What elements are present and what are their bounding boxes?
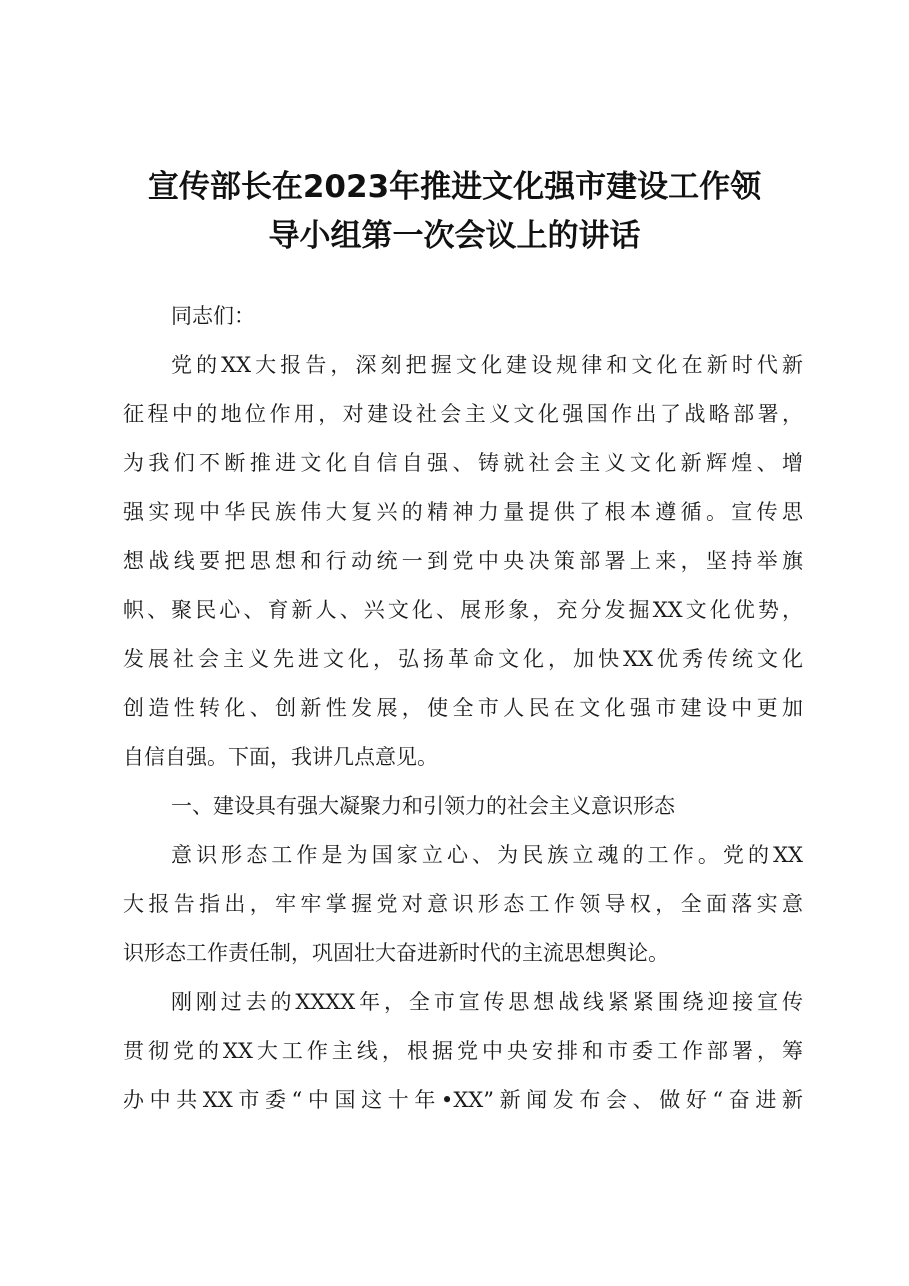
paragraph-line: 一、建设具有强大凝聚力和引领力的社会主义意识形态 (171, 794, 675, 818)
paragraph-line: 为我们不断推进文化自信自强、铸就社会主义文化新辉煌、增 (123, 451, 803, 475)
paragraph-line: 创造性转化、创新性发展，使全市人民在文化强市建设中更加 (123, 696, 803, 720)
paragraph-line: 识形态工作责任制，巩固壮大奋进新时代的主流思想舆论。 (123, 941, 669, 965)
paragraph-line: 办中共XX市委“中国这十年•XX”新闻发布会、做好“奋进新 (123, 1088, 803, 1112)
paragraph-line: 贯彻党的XX大工作主线，根据党中央安排和市委工作部署，筹 (123, 1039, 803, 1063)
paragraph-line: 大报告指出，牢牢掌握党对意识形态工作领导权，全面落实意 (123, 892, 803, 916)
paragraph-line: 想战线要把思想和行动统一到党中央决策部署上来，坚持举旗 (123, 549, 803, 573)
paragraph-line: 征程中的地位作用，对建设社会主义文化强国作出了战略部署， (123, 402, 803, 426)
paragraph-line: 刚刚过去的XXXX年，全市宣传思想战线紧紧围绕迎接宣传 (171, 990, 803, 1014)
paragraph-line: 意识形态工作是为国家立心、为民族立魂的工作。党的XX (171, 843, 803, 867)
document-title-line-1: 宣传部长在2023年推进文化强市建设工作领 (147, 169, 762, 205)
paragraph-line: 党的XX大报告，深刻把握文化建设规律和文化在新时代新 (171, 353, 803, 377)
paragraph-line: 同志们： (171, 304, 255, 328)
paragraph-line: 自信自强。下面，我讲几点意见。 (123, 745, 438, 769)
paragraph-line: 发展社会主义先进文化，弘扬革命文化，加快XX优秀传统文化 (123, 647, 803, 671)
document-body (123, 292, 803, 1125)
paragraph-line: 强实现中华民族伟大复兴的精神力量提供了根本遵循。宣传思 (123, 500, 803, 524)
document-title-line-2: 导小组第一次会议上的讲话 (268, 218, 641, 254)
paragraph-line: 帜、聚民心、育新人、兴文化、展形象，充分发掘XX文化优势， (123, 598, 803, 622)
